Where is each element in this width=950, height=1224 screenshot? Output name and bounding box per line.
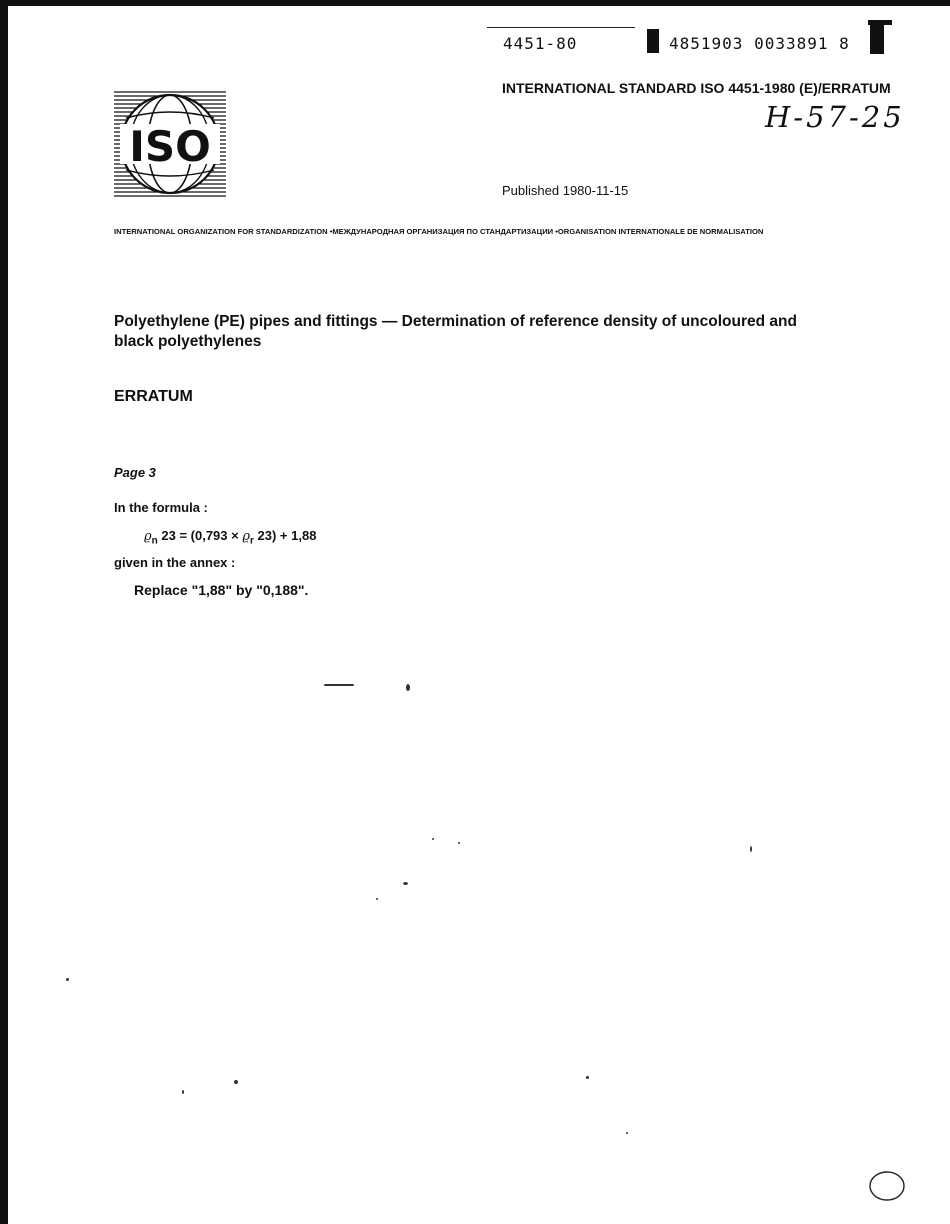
document-title [114,312,834,352]
title-line-1: Polyethylene (PE) pipes and fittings — Determination of reference density of uncoloured and [114,313,797,330]
page-reference: Page 3 [114,465,156,480]
scan-speck [458,842,460,844]
formula-context: given in the annex : [114,555,236,570]
barcode-mark-right [870,22,884,54]
standard-title: INTERNATIONAL STANDARD ISO 4451-1980 (E)/ERRATUM [502,80,891,96]
scan-speck [750,846,752,852]
rho-symbol-2: ϱ [242,529,250,544]
formula-intro: In the formula : [114,500,208,515]
published-date: Published 1980-11-15 [502,183,629,198]
scan-speck [626,1132,628,1134]
scan-speck [406,684,410,691]
rho-subscript-r: r [250,535,254,547]
rho-subscript-n: n [151,535,158,547]
scan-speck [376,898,378,900]
barcode-number: 4851903 0033891 8 [669,34,850,53]
scan-speck [586,1076,589,1079]
handwritten-code: H-57-25 [765,100,905,134]
iso-logo-text: ISO [129,122,211,171]
section-heading: ERRATUM [114,388,193,405]
formula-middle: 23 = (0,793 × [157,528,243,543]
scan-speck [234,1080,238,1084]
scan-speck [403,882,408,885]
scan-edge-top [0,0,950,6]
scan-artifact-circle [866,1168,908,1204]
doc-number: 4451-80 [503,34,578,53]
barcode-mark-left [647,29,659,53]
scan-speck [324,684,354,686]
scan-edge-left [0,0,8,1224]
formula-end: 23) + 1,88 [253,528,317,543]
scan-speck [182,1090,184,1094]
organization-line: INTERNATIONAL ORGANIZATION FOR STANDARDIZATION •МЕЖДУНАРОДНАЯ ОРГАНИЗАЦИЯ ПО СТАНДАРТИЗАЦИИ •ORGANISATION INTERNATIONALE DE NORMALISATION [114,227,764,236]
correction-instruction: Replace "1,88" by "0,188". [134,582,309,598]
scan-speck [432,838,434,840]
rho-symbol: ϱ [144,529,152,544]
doc-number-rule [487,27,635,28]
formula [144,528,316,547]
iso-logo-icon [114,88,226,200]
scan-speck [66,978,69,981]
title-line-2: black polyethylenes [114,333,262,350]
